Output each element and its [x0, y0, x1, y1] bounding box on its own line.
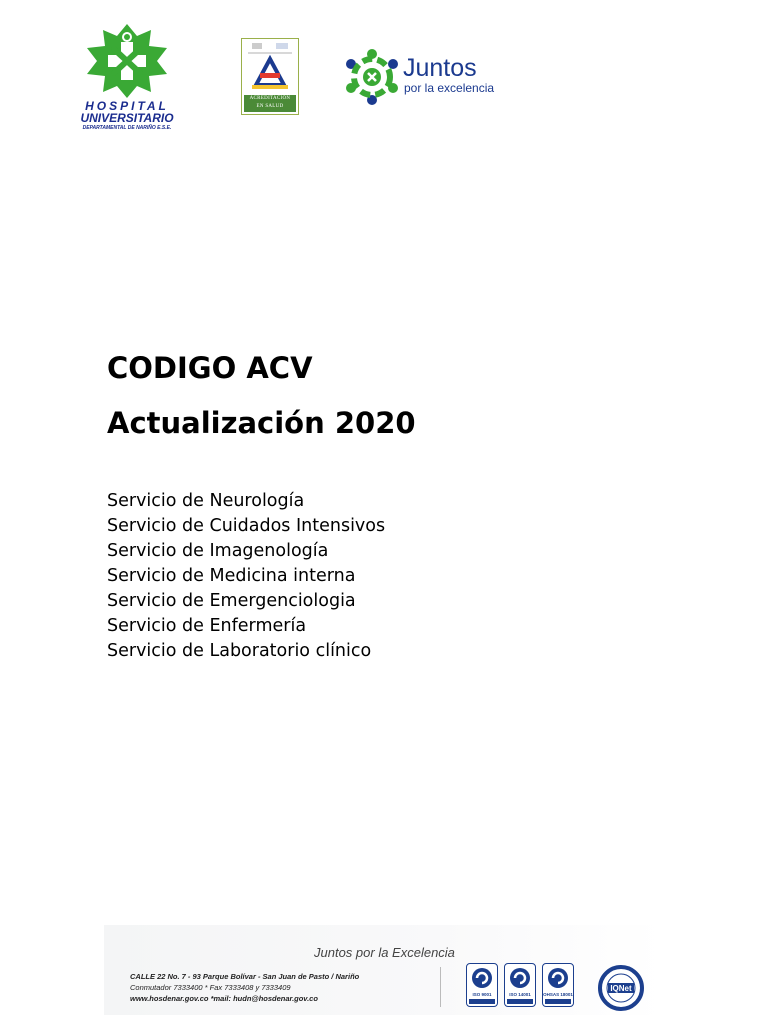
cert-brand-bar: [469, 999, 495, 1004]
juntos-logo: [341, 46, 501, 108]
iso-14001-badge: [504, 963, 536, 1007]
hospital-logo: [66, 22, 188, 134]
hospital-name-line1: HOSPITAL: [85, 99, 169, 113]
iqnet-seal-icon: [595, 965, 647, 1011]
document-subtitle: Actualización 2020: [107, 406, 416, 440]
iso-9001-badge: [466, 963, 498, 1007]
footer-web: www.hosdenar.gov.co *mail: hudn@hosdenar.gov.co: [130, 994, 318, 1003]
service-item: Servicio de Cuidados Intensivos: [107, 516, 386, 536]
hospital-name-line2: UNIVERSITARIO: [80, 111, 174, 125]
services-list: [107, 489, 385, 664]
footer-slogan: Juntos por la Excelencia: [314, 945, 455, 960]
ohsas-18001-badge: [542, 963, 574, 1007]
hospital-emblem-icon: [81, 22, 173, 100]
service-item: Servicio de Imagenología: [107, 541, 329, 561]
cert-label: ISO 14001: [509, 992, 531, 997]
service-item: Servicio de Laboratorio clínico: [107, 641, 372, 661]
service-item: Servicio de Emergenciologia: [107, 591, 356, 611]
certification-icon: [505, 964, 535, 992]
document-title: CODIGO ACV: [107, 351, 313, 385]
service-item: Servicio de Enfermería: [107, 616, 307, 636]
cert-brand-bar: [507, 999, 533, 1004]
accreditation-logo: [241, 38, 299, 115]
cert-brand-bar: [545, 999, 571, 1004]
iqnet-label: IQNet: [610, 984, 632, 993]
accreditation-emblem-icon: [242, 39, 298, 95]
footer-divider: [440, 967, 441, 1007]
service-item: Servicio de Medicina interna: [107, 566, 356, 586]
juntos-subtitle: por la excelencia: [404, 81, 495, 95]
juntos-title: Juntos: [403, 54, 477, 82]
cert-label: ISO 9001: [472, 992, 492, 997]
iqnet-badge: [595, 965, 647, 1011]
cert-label: OHSAS 18001: [543, 992, 573, 997]
footer-address: CALLE 22 No. 7 - 93 Parque Bolívar - San Juan de Pasto / Nariño: [130, 972, 360, 981]
accreditation-line1: ACREDITACIÓN: [249, 96, 291, 101]
accreditation-text: [244, 95, 296, 112]
page-footer: [104, 925, 664, 1015]
accreditation-line2: EN SALUD: [256, 104, 284, 109]
hospital-name-line3: DEPARTAMENTAL DE NARIÑO E.S.E.: [82, 125, 172, 131]
service-item: Servicio de Neurología: [107, 491, 305, 511]
certification-icon: [467, 964, 497, 992]
people-circle-icon: [341, 46, 403, 108]
certification-icon: [543, 964, 573, 992]
footer-phones: Conmutador 7333400 * Fax 7333408 y 7333409: [130, 983, 291, 992]
